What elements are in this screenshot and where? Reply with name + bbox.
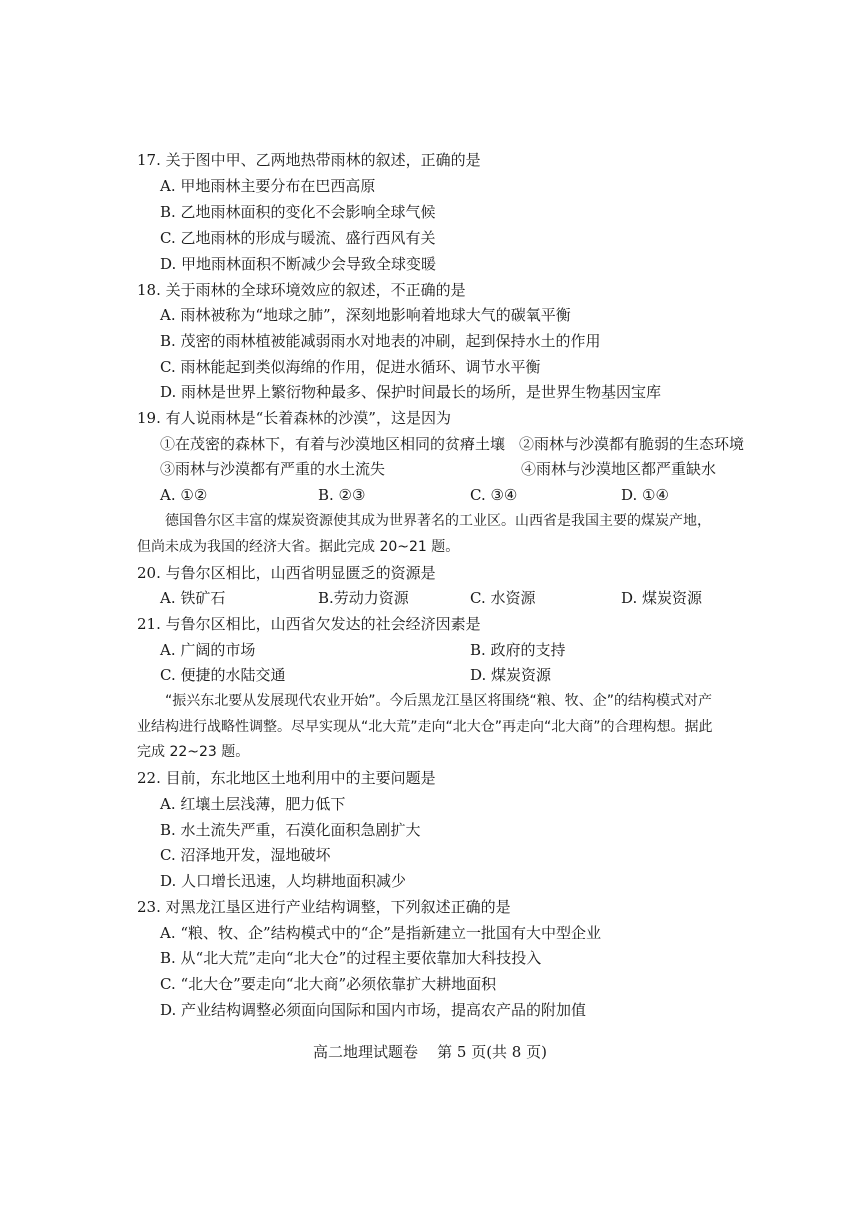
question-19-option-c: C. ③④ — [470, 486, 518, 504]
passage-1-line-1: 德国鲁尔区丰富的煤炭资源使其成为世界著名的工业区。山西省是我国主要的煤炭产地， — [165, 513, 711, 529]
question-19-statement-3: ③雨林与沙漠都有严重的水土流失 — [160, 460, 386, 478]
question-19-stem: 19. 有人说雨林是“长着森林的沙漠”，这是因为 — [137, 409, 451, 427]
question-18-option-c: C. 雨林能起到类似海绵的作用，促进水循环、调节水平衡 — [160, 358, 541, 376]
question-19-option-b: B. ②③ — [318, 486, 366, 504]
passage-2-line-3: 完成 22~23 题。 — [137, 744, 250, 760]
footer-page-number: 第 5 页(共 8 页) — [437, 1043, 547, 1061]
question-19-statement-4: ④雨林与沙漠地区都严重缺水 — [521, 460, 717, 478]
footer-title: 高二地理试题卷 — [313, 1043, 419, 1061]
question-20-stem: 20. 与鲁尔区相比，山西省明显匮乏的资源是 — [137, 564, 436, 582]
question-22-option-c: C. 沼泽地开发，湿地破坏 — [160, 846, 331, 864]
question-18-stem: 18. 关于雨林的全球环境效应的叙述，不正确的是 — [137, 281, 466, 299]
question-17-option-d: D. 甲地雨林面积不断减少会导致全球变暖 — [160, 255, 437, 273]
question-17-stem: 17. 关于图中甲、乙两地热带雨林的叙述，正确的是 — [137, 151, 481, 169]
question-23-stem: 23. 对黑龙江垦区进行产业结构调整，下列叙述正确的是 — [137, 898, 511, 916]
question-23-option-a: A. “粮、牧、企”结构模式中的“企”是指新建立一批国有大中型企业 — [160, 924, 602, 942]
question-17-option-c: C. 乙地雨林的形成与暖流、盛行西风有关 — [160, 229, 436, 247]
question-17-option-b: B. 乙地雨林面积的变化不会影响全球气候 — [160, 203, 436, 221]
question-23-option-c: C. “北大仓”要走向“北大商”必须依靠扩大耕地面积 — [160, 975, 497, 993]
passage-1-line-2: 但尚未成为我国的经济大省。据此完成 20~21 题。 — [137, 539, 460, 555]
passage-2-line-1: “振兴东北要从发展现代农业开始”。今后黑龙江垦区将围绕“粮、牧、企”的结构模式对产 — [165, 693, 713, 709]
question-21-option-b: B. 政府的支持 — [470, 641, 566, 659]
question-23-option-d: D. 产业结构调整必须面向国际和国内市场，提高农产品的附加值 — [160, 1001, 587, 1019]
question-21-option-a: A. 广阔的市场 — [160, 641, 256, 659]
question-22-option-b: B. 水土流失严重，石漠化面积急剧扩大 — [160, 821, 421, 839]
question-23-option-b: B. 从“北大荒”走向“北大仓”的过程主要依靠加大科技投入 — [160, 949, 542, 967]
question-19-option-a: A. ①② — [160, 486, 208, 504]
question-20-option-a: A. 铁矿石 — [160, 589, 226, 607]
question-19-statement-2: ②雨林与沙漠都有脆弱的生态环境 — [519, 435, 745, 453]
question-21-option-c: C. 便捷的水陆交通 — [160, 666, 286, 684]
question-21-stem: 21. 与鲁尔区相比，山西省欠发达的社会经济因素是 — [137, 615, 481, 633]
question-18-option-d: D. 雨林是世界上繁衍物种最多、保护时间最长的场所，是世界生物基因宝库 — [160, 383, 662, 401]
question-22-stem: 22. 目前，东北地区土地利用中的主要问题是 — [137, 769, 436, 787]
page-footer — [0, 1042, 860, 1062]
question-20-option-c: C. 水资源 — [470, 589, 536, 607]
question-19-option-d: D. ①④ — [621, 486, 669, 504]
question-18-option-b: B. 茂密的雨林植被能减弱雨水对地表的冲刷，起到保持水土的作用 — [160, 332, 601, 350]
question-22-option-a: A. 红壤土层浅薄，肥力低下 — [160, 795, 346, 813]
question-21-option-d: D. 煤炭资源 — [470, 666, 552, 684]
question-22-option-d: D. 人口增长迅速，人均耕地面积减少 — [160, 872, 407, 890]
question-19-statement-1: ①在茂密的森林下，有着与沙漠地区相同的贫瘠土壤 — [160, 435, 506, 453]
question-17-option-a: A. 甲地雨林主要分布在巴西高原 — [160, 177, 376, 195]
question-20-option-b: B.劳动力资源 — [318, 589, 409, 607]
question-20-option-d: D. 煤炭资源 — [621, 589, 703, 607]
passage-2-line-2: 业结构进行战略性调整。尽早实现从“北大荒”走向“北大仓”再走向“北大商”的合理构想。据此 — [137, 719, 713, 735]
question-18-option-a: A. 雨林被称为“地球之肺”，深刻地影响着地球大气的碳氧平衡 — [160, 306, 571, 324]
